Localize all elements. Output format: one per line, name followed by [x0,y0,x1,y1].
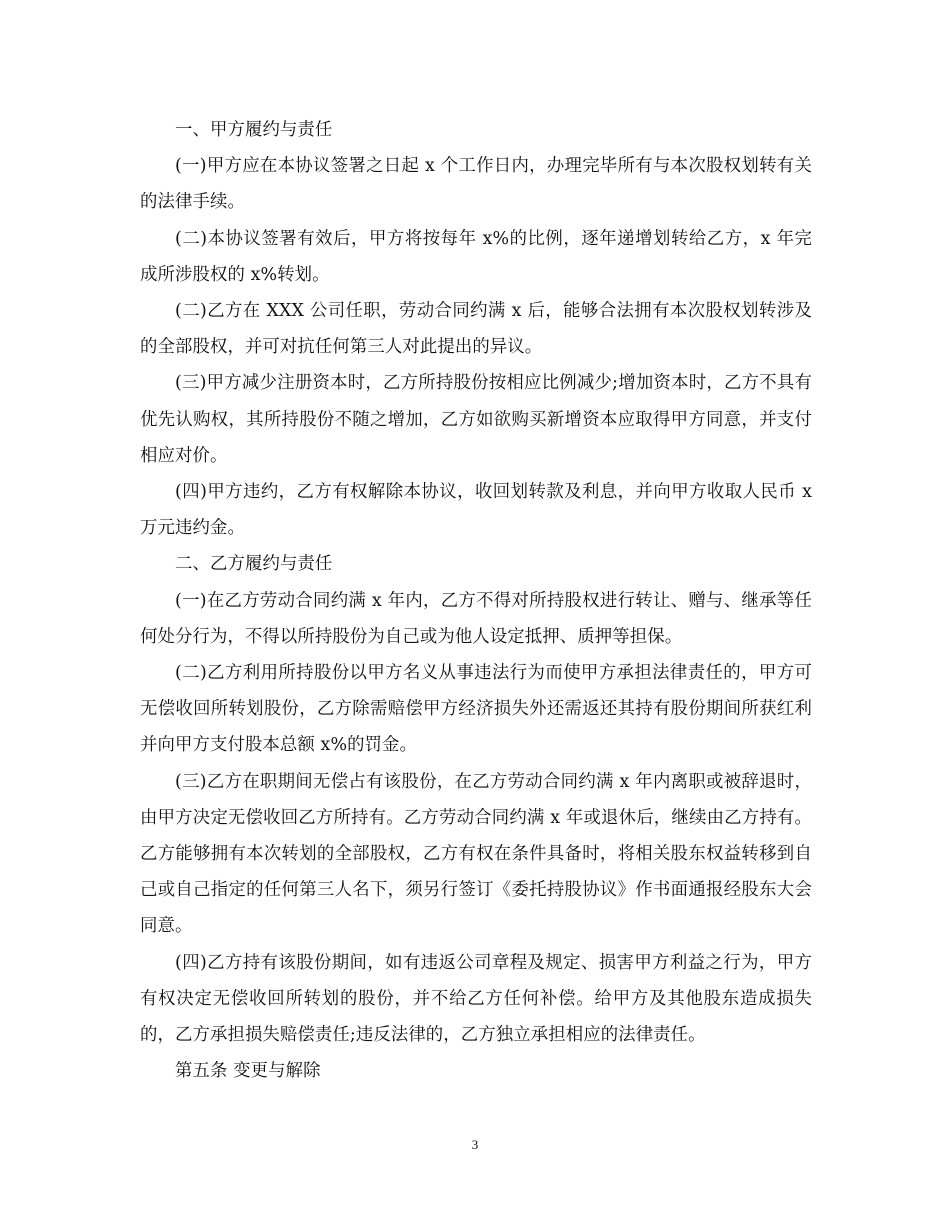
clause-b-1: (一)在乙方劳动合同约满 x 年内，乙方不得对所持股权进行转让、赠与、继承等任何处分行为，不得以所持股份为自己或为他人设定抵押、质押等担保。 [140,590,812,647]
page-number: 3 [471,1137,479,1152]
clause-a-2: (二)本协议签署有效后，甲方将按每年 x%的比例，逐年递增划转给乙方，x 年完成所涉股权的 x%转划。 [140,228,812,285]
section-heading-party-a: 一、甲方履约与责任 [175,120,333,140]
document-body [140,112,812,1089]
clause-b-2: (二)乙方利用所持股份以甲方名义从事违法行为而使甲方承担法律责任的，甲方可无偿收回所转划股份，乙方除需赔偿甲方经济损失外还需返还其持有股份期间所获红利并向甲方支付股本总额 x%的罚金。 [140,663,812,756]
section-heading-party-b: 二、乙方履约与责任 [175,554,333,575]
clause-b-3: (三)乙方在职期间无偿占有该股份，在乙方劳动合同约满 x 年内离职或被辞退时，由甲方决定无偿收回乙方所持有。乙方劳动合同约满 x 年或退休后，继续由乙方持有。乙方能够拥有本次转划的全部股权，乙方有权在条件具备时，将相关股东权益转移到自己或自己指定的任何第三人名下，须另行签订《委托持股协议》作书面通报经股东大会同意。 [140,771,812,937]
clause-a-4: (四)甲方违约，乙方有权解除本协议，收回划转款及利息，并向甲方收取人民币 x 万元违约金。 [140,482,812,539]
article-five-heading: 第五条 变更与解除 [175,1061,321,1082]
clause-a-2b: (二)乙方在 XXX 公司任职，劳动合同约满 x 后，能够合法拥有本次股权划转涉及的全部股权，并可对抗任何第三人对此提出的异议。 [140,301,812,358]
clause-a-1: (一)甲方应在本协议签署之日起 x 个工作日内，办理完毕所有与本次股权划转有关的法律手续。 [140,156,812,213]
clause-a-3: (三)甲方减少注册资本时，乙方所持股份按相应比例减少;增加资本时，乙方不具有优先认购权，其所持股份不随之增加，乙方如欲购买新增资本应取得甲方同意，并支付相应对价。 [140,373,812,466]
clause-b-4: (四)乙方持有该股份期间，如有违返公司章程及规定、损害甲方利益之行为，甲方有权决定无偿收回所转划的股份，并不给乙方任何补偿。给甲方及其他股东造成损失的，乙方承担损失赔偿责任;违反法律的，乙方独立承担相应的法律责任。 [140,952,812,1046]
